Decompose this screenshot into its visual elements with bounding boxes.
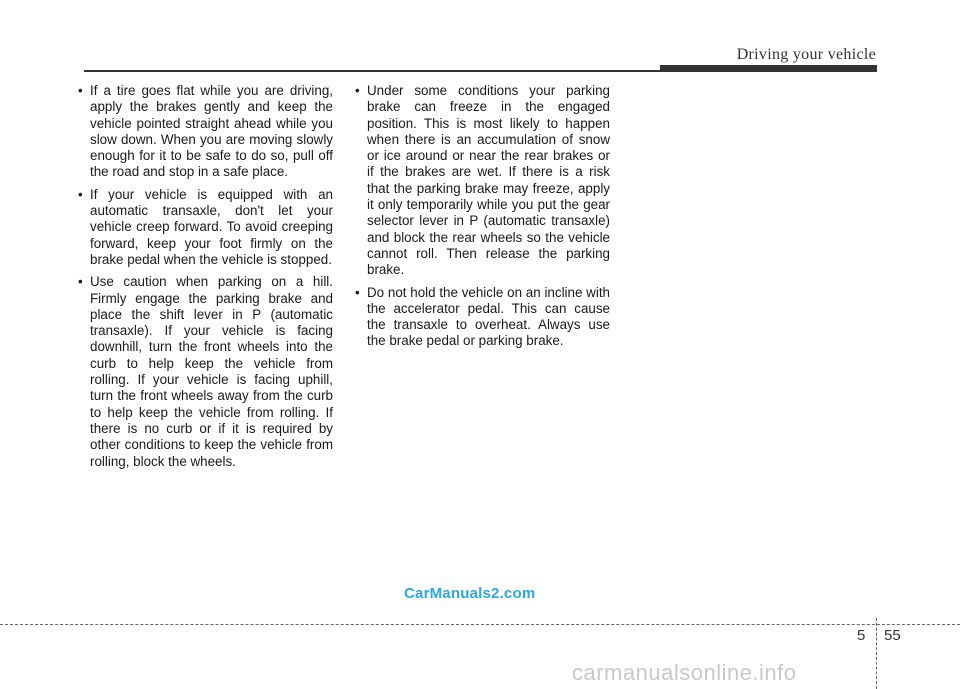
list-item — [78, 187, 333, 268]
header-rule-thick — [660, 65, 877, 72]
bullet-icon: • — [355, 83, 360, 98]
list-item — [355, 83, 610, 279]
list-item-text: Use caution when parking on a hill. Firmly engage the parking brake and place the shift lever in P (automatic transaxle). If your vehicle is facing downhill, turn the front wheels into the curb to help keep the vehicle from rolling. If your vehicle is facing uphill, turn the front wheels away from the curb to help keep the vehicle from rolling. If there is no curb or if it is required by other conditions to keep the vehicle from rolling, block the wheels. — [90, 274, 333, 469]
list-item-text: Do not hold the vehicle on an incline with the accelerator pedal. This can cause the transaxle to overheat. Always use the brake pedal or parking brake. — [367, 284, 610, 349]
footer-divider — [0, 624, 960, 625]
page-number-divider — [876, 618, 877, 689]
watermark-link[interactable]: CarManuals2.com — [404, 585, 536, 602]
list-item — [355, 285, 610, 350]
list-item — [78, 83, 333, 181]
list-item-text: If your vehicle is equipped with an automatic transaxle, don't let your vehicle creep forward. To avoid creeping forward, keep your foot firmly on the brake pedal when the vehicle is stopped. — [90, 186, 333, 267]
bullet-icon: • — [78, 83, 83, 98]
list-item-text: If a tire goes flat while you are driving, apply the brakes gently and keep the vehicle pointed straight ahead while you slow down. When you are moving slowly enough for it to be safe to do so, pull off the road and stop in a safe place. — [90, 83, 333, 180]
list-item — [78, 274, 333, 470]
bullet-icon: • — [78, 186, 83, 202]
list-item-text: Under some conditions your parking brake can freeze in the engaged position. This is most likely to happen when there is an accumulation of snow or ice around or near the rear brakes or if the brakes are wet. If there is a risk that the parking brake may freeze, apply it only temporarily while you put the gear selector lever in P (automatic transaxle) and block the rear wheels so the vehicle cannot roll. Then release the parking brake. — [367, 83, 610, 278]
bullet-icon: • — [78, 274, 83, 290]
right-column — [355, 83, 610, 356]
left-column — [78, 83, 333, 476]
section-title: Driving your vehicle — [736, 46, 876, 63]
section-number: 5 — [857, 627, 866, 644]
page-number: 55 — [884, 627, 901, 644]
bullet-icon: • — [355, 284, 360, 300]
header-rule-thin — [84, 70, 664, 72]
site-watermark: carmanualsonline.info — [572, 660, 797, 685]
